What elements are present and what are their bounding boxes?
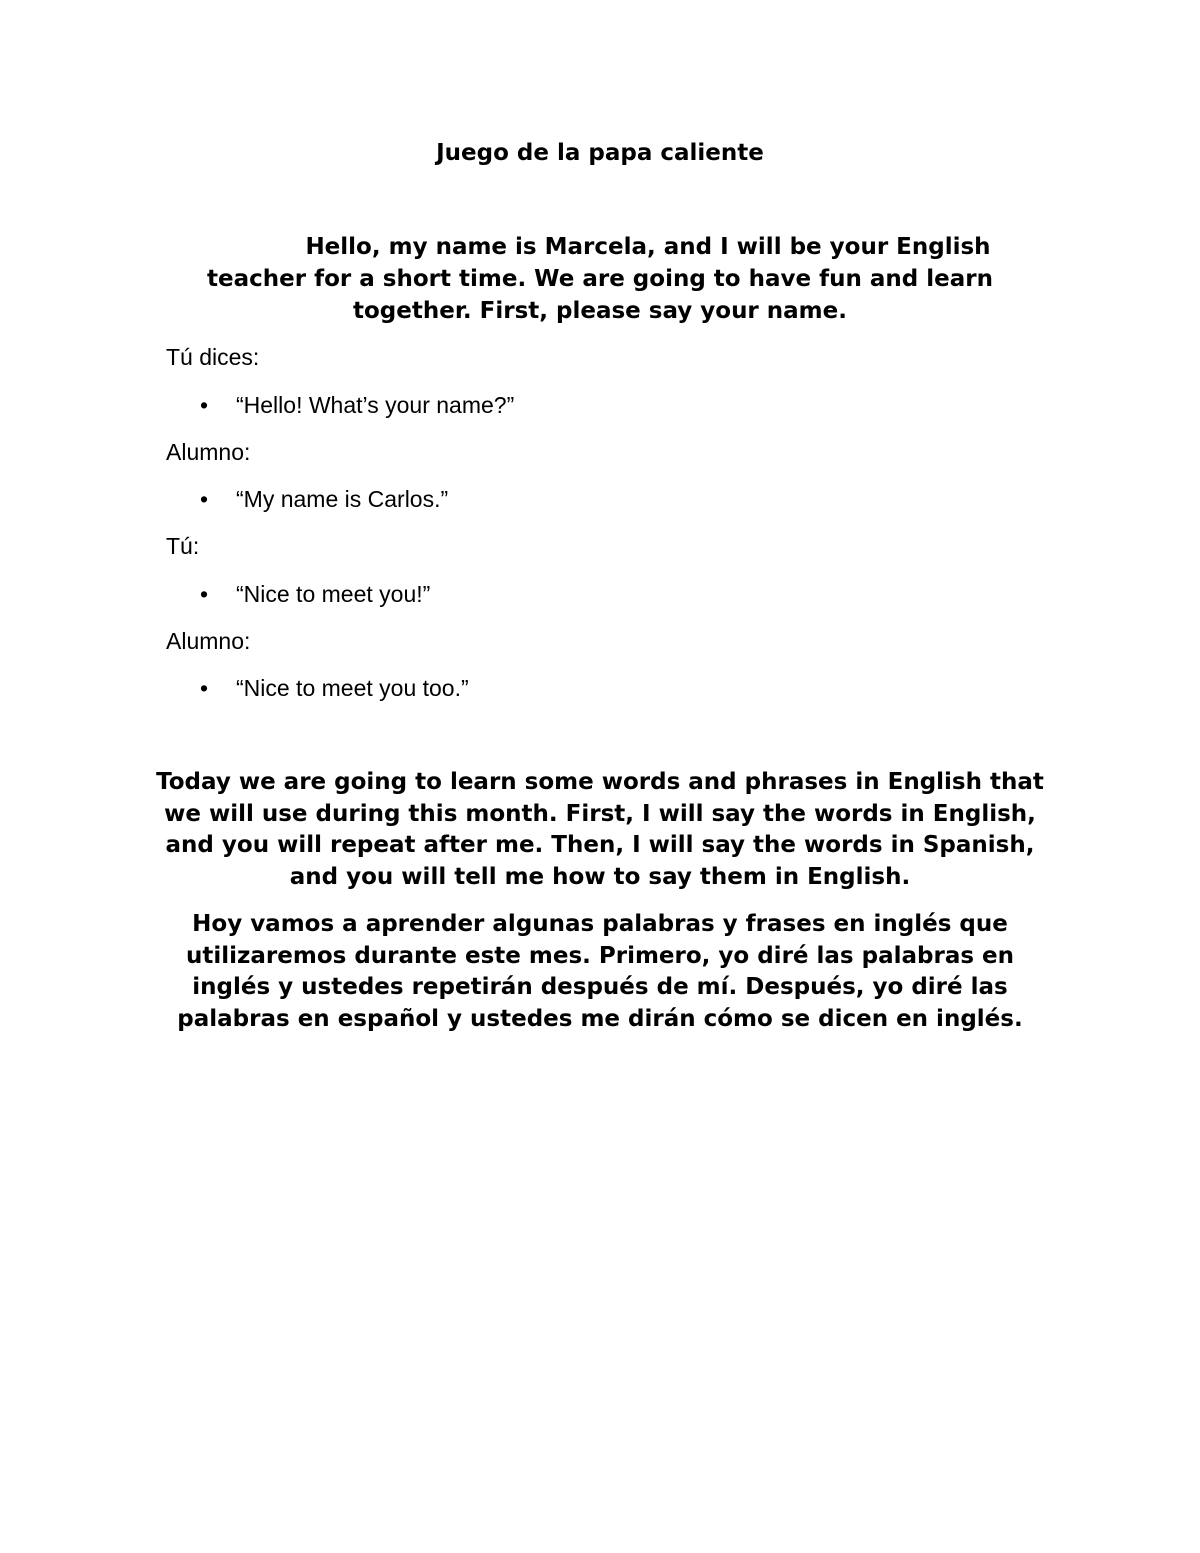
- dialogue-bullet-item: [200, 389, 514, 421]
- speaker-label: Alumno:: [166, 439, 251, 465]
- dialogue-line: “My name is Carlos.”: [236, 486, 449, 512]
- intro-paragraph: [192, 231, 1008, 327]
- bullet-icon: •: [200, 486, 209, 512]
- dialogue-bullet-item: [200, 483, 448, 515]
- bullet-icon: •: [200, 675, 209, 701]
- speaker-label: Alumno:: [166, 628, 251, 654]
- intro-text: Hello, my name is Marcela, and I will be your English teacher for a short time. We are going to have fun and learn together. First, please say your name.: [207, 234, 993, 324]
- dialogue-line: “Nice to meet you too.”: [236, 675, 469, 701]
- dialogue-bullet-item: [200, 672, 469, 704]
- dialogue-line: “Hello! What’s your name?”: [236, 392, 515, 418]
- bullet-icon: •: [200, 392, 209, 418]
- dialogue-line: “Nice to meet you!”: [236, 581, 431, 607]
- spanish-paragraph: Hoy vamos a aprender algunas palabras y frases en inglés que utilizaremos durante este mes. Primero, yo diré las palabras en inglés y ustedes repetirán después de mí. Después, yo diré las palabras en español y ustedes me dirán cómo se dicen en inglés.: [177, 911, 1023, 1032]
- speaker-label: Tú:: [166, 533, 200, 559]
- document-title: Juego de la papa caliente: [436, 140, 764, 166]
- bullet-icon: •: [200, 581, 209, 607]
- english-paragraph: Today we are going to learn some words and phrases in English that we will use during this month. First, I will say the words in English, and you will repeat after me. Then, I will say the words in Spanish, and you will tell me how to say them in English.: [156, 769, 1044, 890]
- dialogue-bullet-item: [200, 578, 430, 610]
- speaker-label: Tú dices:: [166, 344, 260, 370]
